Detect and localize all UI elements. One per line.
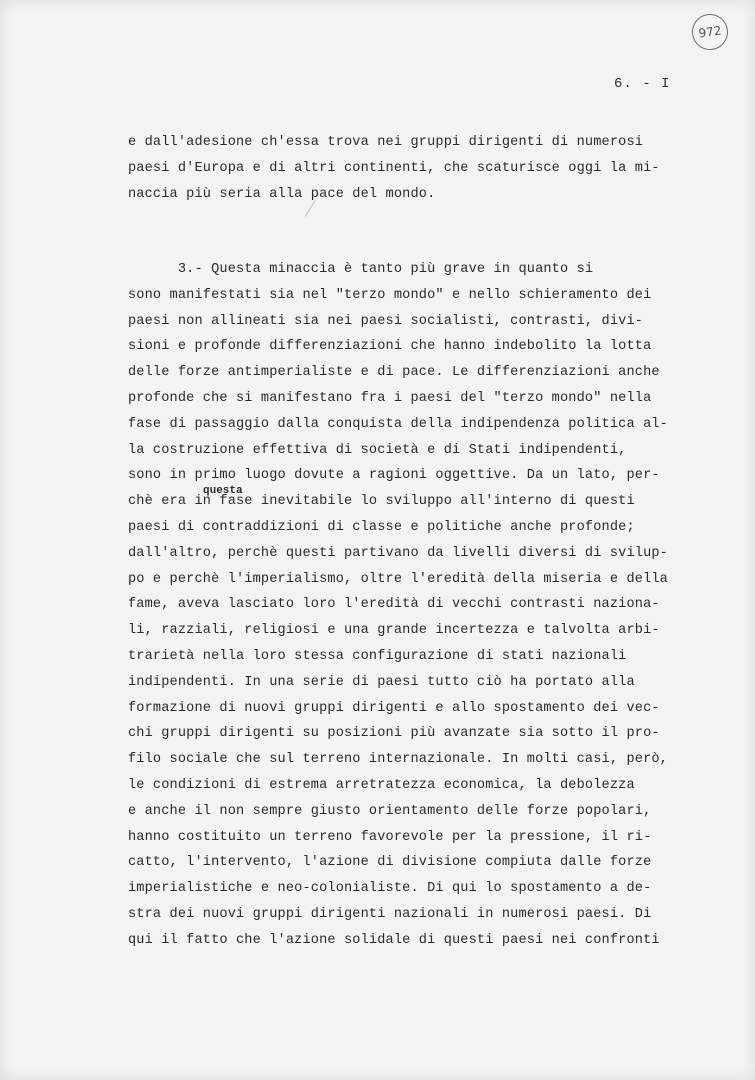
text-line: li, razziali, religiosi e una grande incertezza e talvolta arbi- — [128, 623, 660, 639]
text-line: po e perchè l'imperialismo, oltre l'eredità della miseria e della — [128, 571, 668, 587]
text-line: fase di passaggio dalla conquista della indipendenza politica al- — [128, 416, 668, 432]
text-line: formazione di nuovi gruppi dirigenti e allo spostamento dei vec- — [128, 700, 660, 716]
handwritten-insertion: questa — [203, 485, 243, 497]
text-line: paesi d'Europa e di altri continenti, che scaturisce oggi la mi- — [128, 160, 660, 176]
text-line: stra dei nuovi gruppi dirigenti nazionali in numerosi paesi. Di — [128, 906, 652, 922]
text-line: filo sociale che sul terreno internazionale. In molti casi, però, — [128, 752, 668, 768]
text-line: profonde che si manifestano fra i paesi del "terzo mondo" nella — [128, 390, 652, 406]
text-line: hanno costituito un terreno favorevole per la pressione, il ri- — [128, 829, 652, 845]
text-line: indipendenti. In una serie di paesi tutto ciò ha portato alla — [128, 674, 635, 690]
archive-stamp: 972 — [690, 12, 731, 53]
text-line: e anche il non sempre giusto orientamento delle forze popolari, — [128, 803, 652, 819]
text-line: la costruzione effettiva di società e di Stati indipendenti, — [128, 442, 627, 458]
page-number: 6. - I — [614, 76, 671, 92]
text-line: chè era in fase inevitabile lo sviluppo all'interno di questi — [128, 494, 635, 510]
paragraph-1 — [128, 130, 728, 207]
text-line: delle forze antimperialiste e di pace. Le differenziazioni anche — [128, 365, 660, 381]
text-line: 3.- Questa minaccia è tanto più grave in quanto si — [128, 262, 594, 277]
text-line: sono manifestati sia nel "terzo mondo" e nello schieramento dei — [128, 287, 652, 303]
text-line: trarietà nella loro stessa configurazione di stati nazionali — [128, 648, 627, 664]
text-line: catto, l'intervento, l'azione di divisione compiuta dalle forze — [128, 855, 652, 871]
text-line: paesi di contraddizioni di classe e politiche anche profonde; — [128, 519, 635, 535]
text-line: fame, aveva lasciato loro l'eredità di vecchi contrasti naziona- — [128, 597, 660, 613]
text-line: naccia più seria alla pace del mondo. — [128, 186, 436, 202]
text-line: le condizioni di estrema arretratezza economica, la debolezza — [128, 777, 635, 793]
text-line: imperialistiche e neo-colonialiste. Di qui lo spostamento a de- — [128, 881, 652, 897]
text-line: dall'altro, perchè questi partivano da livelli diversi di svilup- — [128, 545, 668, 561]
text-line: sioni e profonde differenziazioni che hanno indebolito la lotta — [128, 339, 652, 355]
text-line: e dall'adesione ch'essa trova nei gruppi dirigenti di numerosi — [128, 135, 644, 150]
text-line: chi gruppi dirigenti su posizioni più avanzate sia sotto il pro- — [128, 726, 660, 742]
text-line: sono in primo luogo dovute a ragioni oggettive. Da un lato, per- — [128, 468, 660, 484]
text-line: paesi non allineati sia nei paesi socialisti, contrasti, divi- — [128, 313, 644, 329]
text-line: qui il fatto che l'azione solidale di questi paesi nei confronti — [128, 932, 660, 948]
paragraph-2 — [128, 257, 728, 954]
